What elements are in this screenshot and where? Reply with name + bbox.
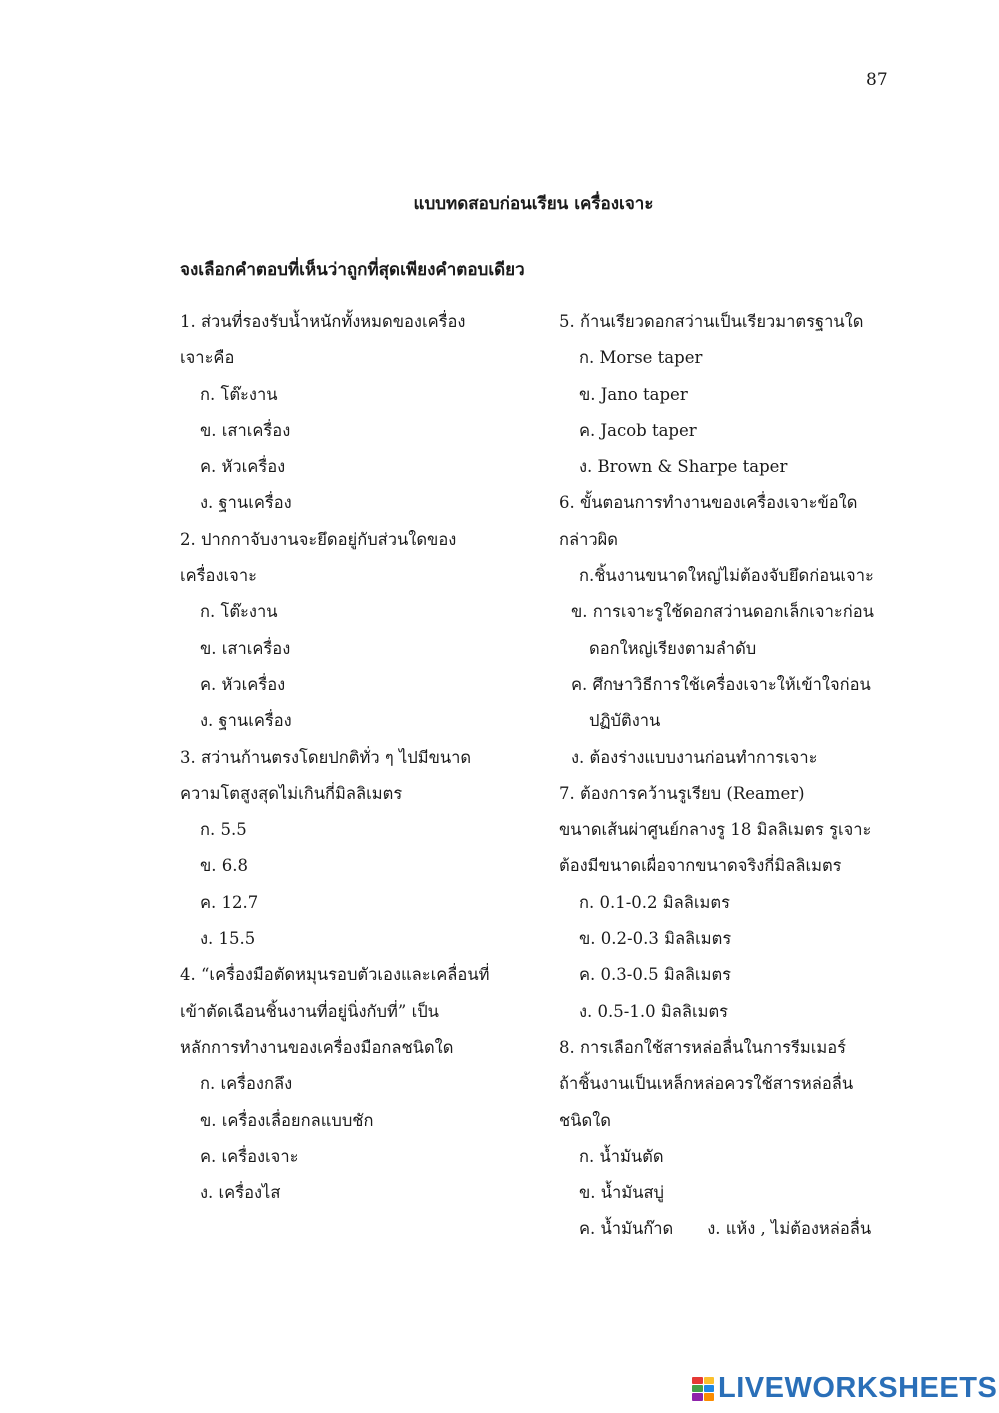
question-text: 7. ต้องการคว้านรูเรียบ (Reamer) <box>559 783 805 803</box>
answer-option: ค. เครื่องเจาะ <box>200 1146 299 1166</box>
answer-option: ข. เสาเครื่อง <box>200 420 291 440</box>
liveworksheets-logo <box>692 1372 997 1405</box>
answer-option: ก.ชิ้นงานขนาดใหญ่ไม่ต้องจับยึดก่อนเจาะ <box>579 566 874 586</box>
answer-option: ค. ศึกษาวิธีการใช้เครื่องเจาะให้เข้าใจก่อน <box>571 674 871 694</box>
answer-option: ข. Jano taper <box>579 384 688 404</box>
logo-icon <box>692 1377 714 1401</box>
answer-option: ก. 5.5 <box>200 820 247 840</box>
question-text: 3. สว่านก้านตรงโดยปกติทั่ว ๆ ไปมีขนาด <box>180 747 472 767</box>
left-column <box>180 310 520 1217</box>
answer-option: ข. เสาเครื่อง <box>200 638 291 658</box>
question-text: ความโตสูงสุดไม่เกินกี่มิลลิเมตร <box>180 783 403 803</box>
answer-option: ข. 0.2-0.3 มิลลิเมตร <box>579 929 732 949</box>
answer-option: ค. น้ำมันก๊าด <box>579 1219 674 1239</box>
question-text: เจาะคือ <box>180 348 235 368</box>
answer-option: ก. น้ำมันตัด <box>579 1146 664 1166</box>
question-text: ชนิดใด <box>559 1110 611 1130</box>
question-text: 2. ปากกาจับงานจะยึดอยู่กับส่วนใดของ <box>180 529 457 549</box>
answer-option: ก. 0.1-0.2 มิลลิเมตร <box>579 892 730 912</box>
answer-option: ปฏิบัติงาน <box>589 711 661 731</box>
answer-option: ง. 15.5 <box>200 929 256 949</box>
instruction: จงเลือกคำตอบที่เห็นว่าถูกที่สุดเพียงคำตอบเดียว <box>180 260 525 280</box>
answer-option: ง. Brown & Sharpe taper <box>579 457 788 477</box>
answer-option: ข. การเจาะรูใช้ดอกสว่านดอกเล็กเจาะก่อน <box>571 602 874 622</box>
page-title: แบบทดสอบก่อนเรียน เครื่องเจาะ <box>413 194 654 214</box>
logo-text: LIVEWORKSHEETS <box>718 1372 998 1404</box>
answer-option: ค. หัวเครื่อง <box>200 674 286 694</box>
question-text: เครื่องเจาะ <box>180 566 257 586</box>
answer-option: ง. ฐานเครื่อง <box>200 711 292 731</box>
answer-option: ข. เครื่องเลื่อยกลแบบชัก <box>200 1110 374 1130</box>
question-text: หลักการทำงานของเครื่องมือกลชนิดใด <box>180 1037 454 1057</box>
page-number: 87 <box>866 70 888 90</box>
answer-option: ข. 6.8 <box>200 856 249 876</box>
question-text: 6. ขั้นตอนการทำงานของเครื่องเจาะข้อใด <box>559 493 858 513</box>
answer-option: ง. แห้ง , ไม่ต้องหล่อลื่น <box>707 1219 872 1239</box>
answer-option: ค. 12.7 <box>200 892 259 912</box>
answer-option: ก. Morse taper <box>579 348 703 368</box>
answer-option: ค. หัวเครื่อง <box>200 457 286 477</box>
question-text: ถ้าชิ้นงานเป็นเหล็กหล่อควรใช้สารหล่อลื่น <box>559 1074 854 1094</box>
question-text: 4. “เครื่องมือตัดหมุนรอบตัวเองและเคลื่อนที่ <box>180 965 490 985</box>
answer-option: ง. ต้องร่างแบบงานก่อนทำการเจาะ <box>571 747 818 767</box>
question-text: 5. ก้านเรียวดอกสว่านเป็นเรียวมาตรฐานใด <box>559 312 864 331</box>
question-text: เข้าตัดเฉือนชิ้นงานที่อยู่นิ่งกับที่” เป็น <box>180 1001 439 1021</box>
answer-option: ข. น้ำมันสบู่ <box>579 1183 665 1203</box>
answer-option: ก. โต๊ะงาน <box>200 602 278 622</box>
answer-option: ก. โต๊ะงาน <box>200 384 278 404</box>
question-text: 1. ส่วนที่รองรับน้ำหนักทั้งหมดของเครื่อง <box>180 312 466 331</box>
question-text: ขนาดเส้นผ่าศูนย์กลางรู 18 มิลลิเมตร รูเจาะ <box>559 820 872 840</box>
answer-option: ง. 0.5-1.0 มิลลิเมตร <box>579 1001 729 1021</box>
answer-option: ก. เครื่องกลึง <box>200 1074 293 1094</box>
answer-option: ง. ฐานเครื่อง <box>200 493 292 513</box>
question-text: กล่าวผิด <box>559 529 619 549</box>
answer-option <box>559 1217 899 1253</box>
answer-option: ดอกใหญ่เรียงตามลำดับ <box>589 638 757 658</box>
answer-option: ง. เครื่องไส <box>200 1183 281 1203</box>
answer-option: ค. 0.3-0.5 มิลลิเมตร <box>579 965 732 985</box>
answer-option: ค. Jacob taper <box>579 420 697 440</box>
right-column <box>559 310 899 1254</box>
question-text: ต้องมีขนาดเผื่อจากขนาดจริงกี่มิลลิเมตร <box>559 856 842 876</box>
question-text: 8. การเลือกใช้สารหล่อลื่นในการรีมเมอร์ <box>559 1037 846 1057</box>
